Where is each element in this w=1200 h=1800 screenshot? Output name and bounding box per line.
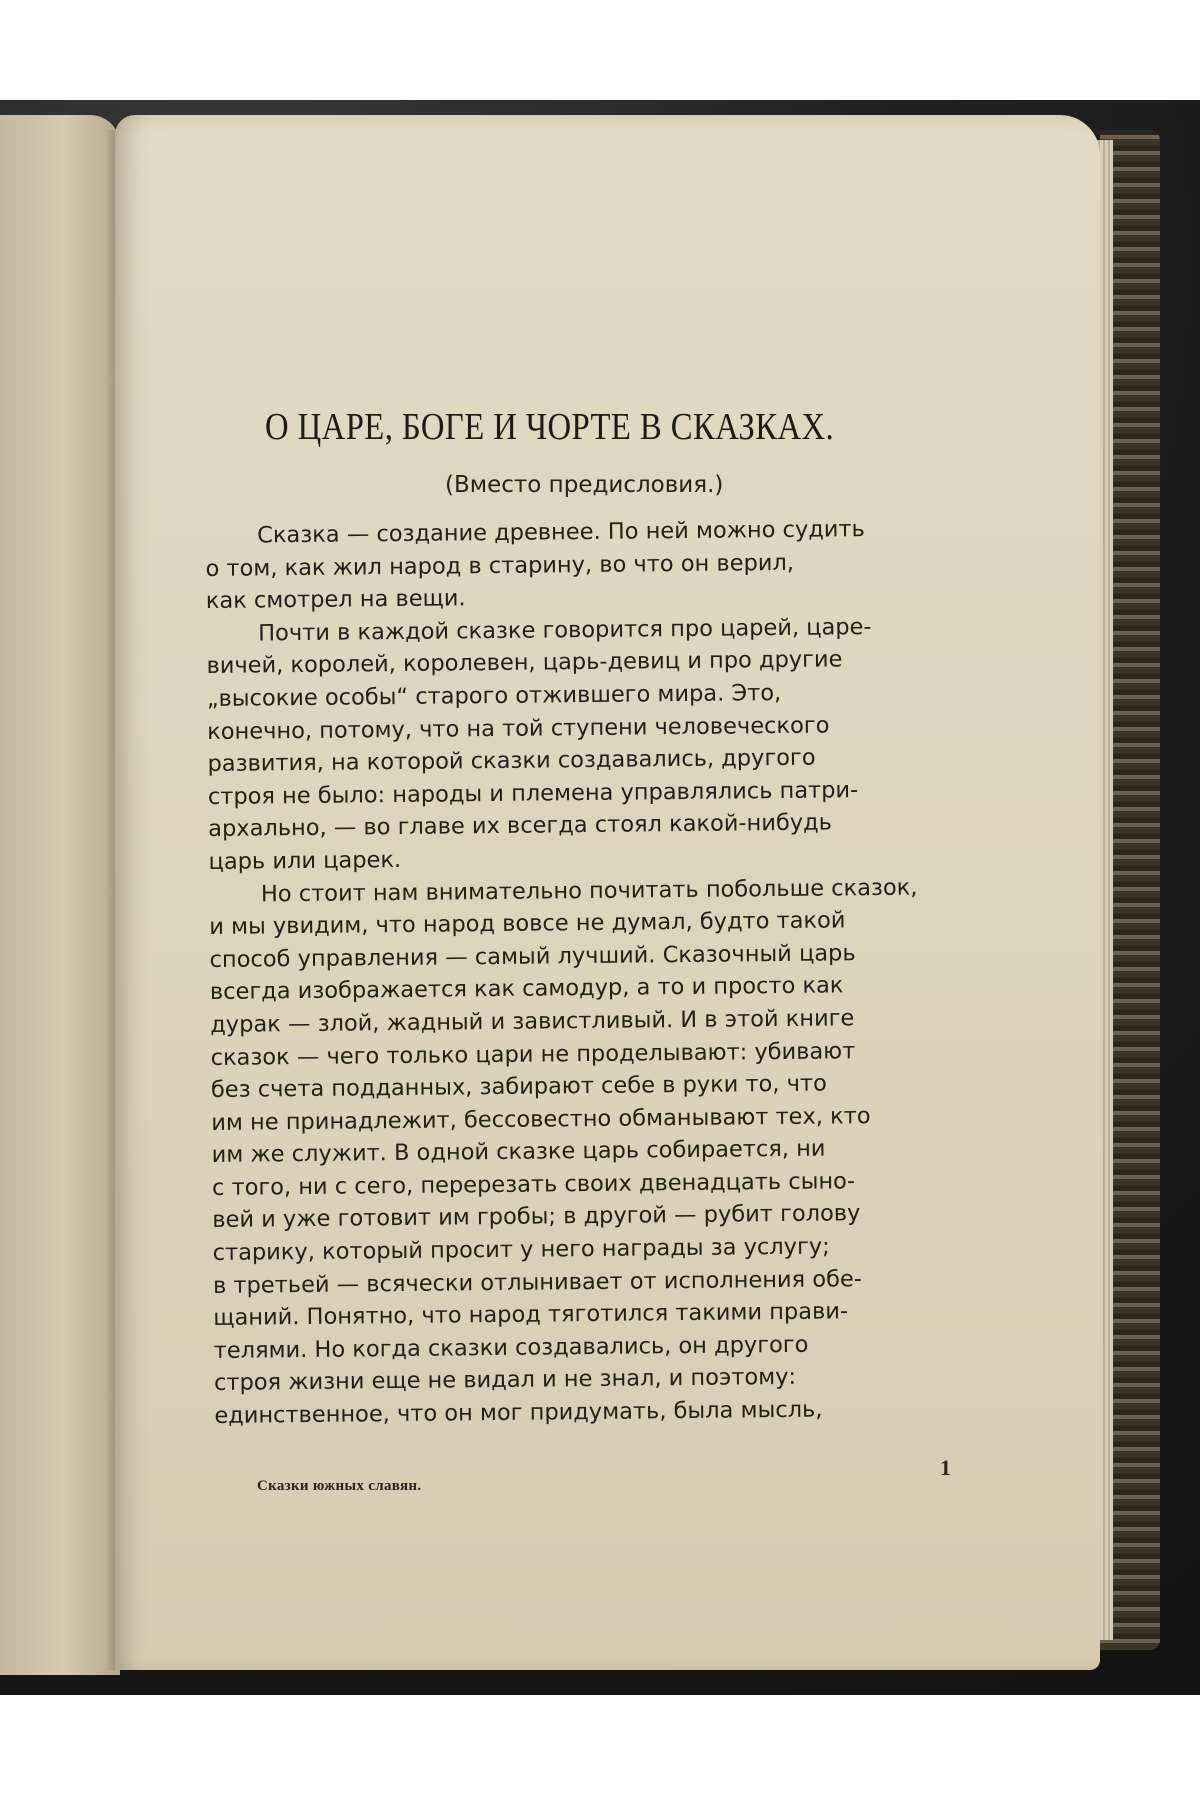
text-line: без счета подданных, забирают себе в руки то, что <box>210 1070 827 1104</box>
text-line: как смотрел на вещи. <box>205 585 466 615</box>
text-line: „высокие особы“ старого отжившего мира. Это, <box>206 679 782 712</box>
text-line: строя не было: народы и племена управлялись патри- <box>207 776 859 810</box>
text-line: старику, который просит у него награды за услугу; <box>212 1233 830 1267</box>
body-text <box>205 512 1025 1433</box>
text-line: Но стоит нам внимательно почитать побольше сказок, <box>260 874 918 907</box>
text-line: им же служит. В одной сказке царь собирается, ни <box>211 1135 826 1169</box>
text-line: Почти в каждой сказке говорится про царей, царе- <box>258 613 872 647</box>
text-line: щаний. Понятно, что народ тяготился такими прави- <box>213 1298 849 1332</box>
text-line: вичей, королей, королевен, царь-девиц и про другие <box>206 646 843 680</box>
text-line: всегда изображается как самодур, а то и просто как <box>209 972 844 1006</box>
left-page-edge <box>0 115 120 1675</box>
text-line: царь или царек. <box>208 846 402 875</box>
text-line: телями. Но когда сказки создавались, он другого <box>213 1331 809 1364</box>
text-line: строя жизни еще не видал и не знал, и поэтому: <box>213 1364 797 1397</box>
chapter-title: О ЦАРЕ, БОГЕ И ЧОРТЕ В СКАЗКАХ. <box>265 406 835 448</box>
chapter-subtitle: (Вместо предисловия.) <box>445 472 724 498</box>
text-line: в третьей — всячески отлынивает от исполнения обе- <box>212 1265 862 1299</box>
text-line: Сказка — создание древнее. По ней можно судить <box>257 516 865 549</box>
text-line: развития, на которой сказки создавались, другого <box>207 744 816 778</box>
text-line: вей и уже готовит им гробы; в другой — рубит голову <box>212 1200 861 1234</box>
text-line: им не принадлежит, бессовестно обманывают тех, кто <box>211 1102 871 1136</box>
text-line: архально, — во главе их всегда стоял какой-нибудь <box>208 809 833 843</box>
text-line: конечно, потому, что на той ступени человеческого <box>207 712 830 745</box>
footer-signature: Сказки южных славян. <box>257 1478 422 1494</box>
text-line: с того, ни с сего, перерезать своих двенадцать сыно- <box>211 1168 856 1201</box>
text-line: о том, как жил народ в старину, во что он верил, <box>205 549 795 582</box>
text-line: единственное, что он мог придумать, была мысль, <box>214 1396 823 1429</box>
text-line: и мы увидим, что народ вовсе не думал, будто такой <box>209 907 846 941</box>
text-line: дурак — злой, жадный и завистливый. И в этой книге <box>210 1005 855 1038</box>
text-line: сказок — чего только цари не проделывают: убивают <box>210 1037 856 1071</box>
page-number: 1 <box>940 1455 951 1480</box>
text-line: способ управления — самый лучший. Сказочный царь <box>209 939 856 973</box>
